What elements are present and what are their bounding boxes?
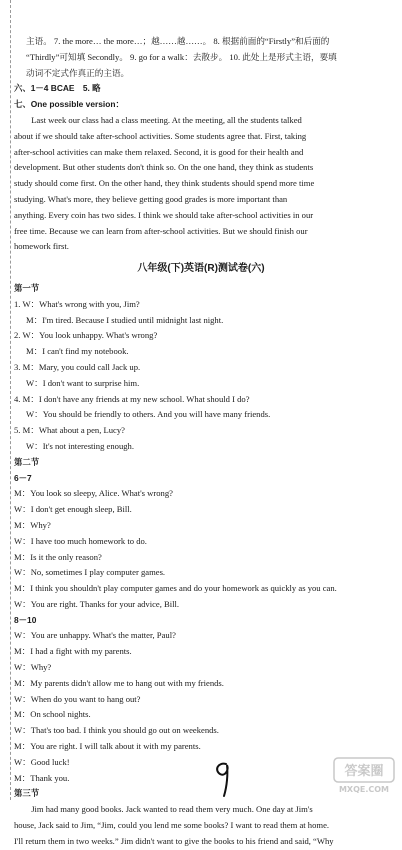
svg-text:MXQE.COM: MXQE.COM	[338, 785, 390, 794]
essay-line: Last week our class had a class meeting. At the meeting, all the students talked	[31, 114, 302, 125]
dialogue-line: M：My parents didn't allow me to hang out with my friends.	[14, 677, 224, 688]
dialogue-line: M：I'm tired. Because I studied until midnight last night.	[26, 314, 224, 325]
sample-essay	[14, 113, 388, 255]
document-content	[14, 34, 388, 850]
dialogue-line: 2. W：You look unhappy. What's wrong?	[14, 330, 158, 341]
dialogue-line: M：On school nights.	[14, 709, 91, 720]
group-8-10-heading: 8－10	[14, 614, 37, 625]
dialogue-line: W：I have too much homework to do.	[14, 535, 147, 546]
dialogue-line: W：You should be friendly to others. And you will have many friends.	[26, 409, 271, 420]
dialogue-line: W：Good luck!	[14, 756, 70, 767]
dialogue-line: W：I don't want to surprise him.	[26, 377, 140, 388]
section-six-answers: 六、1－4 BCAE 5. 略	[14, 83, 101, 94]
story-passage	[14, 802, 388, 849]
dialogue-line: 3. M：Mary, you could call Jack up.	[14, 361, 141, 372]
svg-text:答案圈: 答案圈	[344, 764, 384, 779]
essay-line: free time. Because we can learn from after-school activities. But we should finish our	[14, 225, 308, 236]
story-line: house, Jack said to Jim, “Jim, could you lend me some books? I want to read them at home.	[14, 820, 330, 831]
dialogue-line: 1. W：What's wrong with you, Jim?	[14, 298, 140, 309]
section-1-dialogues	[14, 297, 388, 455]
dialogue-line: M：You look so sleepy, Alice. What's wrong?	[14, 488, 173, 499]
prev-answer-line-2: “Thirdly”可知填 Secondly。 9. go for a walk：去散步。 10. 此处上是形式主语，要填	[26, 51, 337, 62]
handwritten-page-number	[210, 758, 236, 798]
prev-answer-line-3: 动词不定式作真正的主语。	[26, 67, 130, 78]
dialogue-6-7	[14, 486, 388, 612]
prev-answer-line-1: 主语。 7. the more… the more…；越……越……。 8. 根据前面的“Firstly”和后面的	[26, 36, 330, 46]
section-1-heading: 第一节	[14, 282, 40, 293]
essay-line: homework first.	[14, 241, 69, 252]
essay-line: studying. What's more, they believe getting good grades is more important than	[14, 193, 288, 204]
dialogue-line: W：I don't get enough sleep, Bill.	[14, 504, 132, 515]
essay-line: anything. Every coin has two sides. I think we should take after-school activities in our	[14, 209, 314, 220]
dialogue-line: M：Thank you.	[14, 772, 70, 783]
test-paper-title: 八年级(下)英语(R)测试卷(六)	[137, 263, 265, 275]
essay-line: study should come first. On the other hand, they think students should spend more time	[14, 178, 315, 189]
site-watermark-logo	[332, 756, 396, 796]
dialogue-line: M：I think you shouldn't play computer games and do your homework as quickly as you can.	[14, 583, 337, 594]
dialogue-line: M：Is it the only reason?	[14, 551, 102, 562]
dialogue-line: W：No, sometimes I play computer games.	[14, 567, 166, 578]
dialogue-line: W：That's too bad. I think you should go out on weekends.	[14, 725, 219, 736]
dialogue-line: 5. M：What about a pen, Lucy?	[14, 425, 125, 436]
group-6-7-heading: 6－7	[14, 472, 32, 483]
dialogue-line: W：You are unhappy. What's the matter, Paul?	[14, 630, 176, 641]
story-line: Jim had many good books. Jack wanted to read them very much. One day at Jim's	[31, 804, 313, 815]
dialogue-line: W：When do you want to hang out?	[14, 693, 141, 704]
essay-line: after-school activities can make them relaxed. Second, it is good for their health and	[14, 146, 304, 157]
section-seven-heading: 七、One possible version：	[14, 99, 124, 110]
story-line: I'll return them in two weeks.” Jim didn't want to give the books to his friend and said, “Why	[14, 835, 334, 846]
dialogue-line: M：I had a fight with my parents.	[14, 646, 132, 657]
dialogue-line: W：Why?	[14, 662, 52, 673]
dialogue-line: M：You are right. I will talk about it with my parents.	[14, 741, 201, 752]
essay-line: development. But other students don't think so. On the one hand, they think as students	[14, 162, 314, 173]
dialogue-line: W：It's not interesting enough.	[26, 440, 134, 451]
section-2-heading: 第二节	[14, 456, 40, 467]
dialogue-line: M：I can't find my notebook.	[26, 346, 129, 357]
dialogue-line: M：Why?	[14, 519, 51, 530]
binding-margin-line	[2, 0, 11, 800]
dialogue-line: 4. M：I don't have any friends at my new school. What should I do?	[14, 393, 250, 404]
essay-line: about if we should take after-school activities. Some students agree that. First, taking	[14, 130, 307, 141]
dialogue-line: W：You are right. Thanks for your advice, Bill.	[14, 598, 180, 609]
section-3-heading: 第三节	[14, 788, 40, 799]
